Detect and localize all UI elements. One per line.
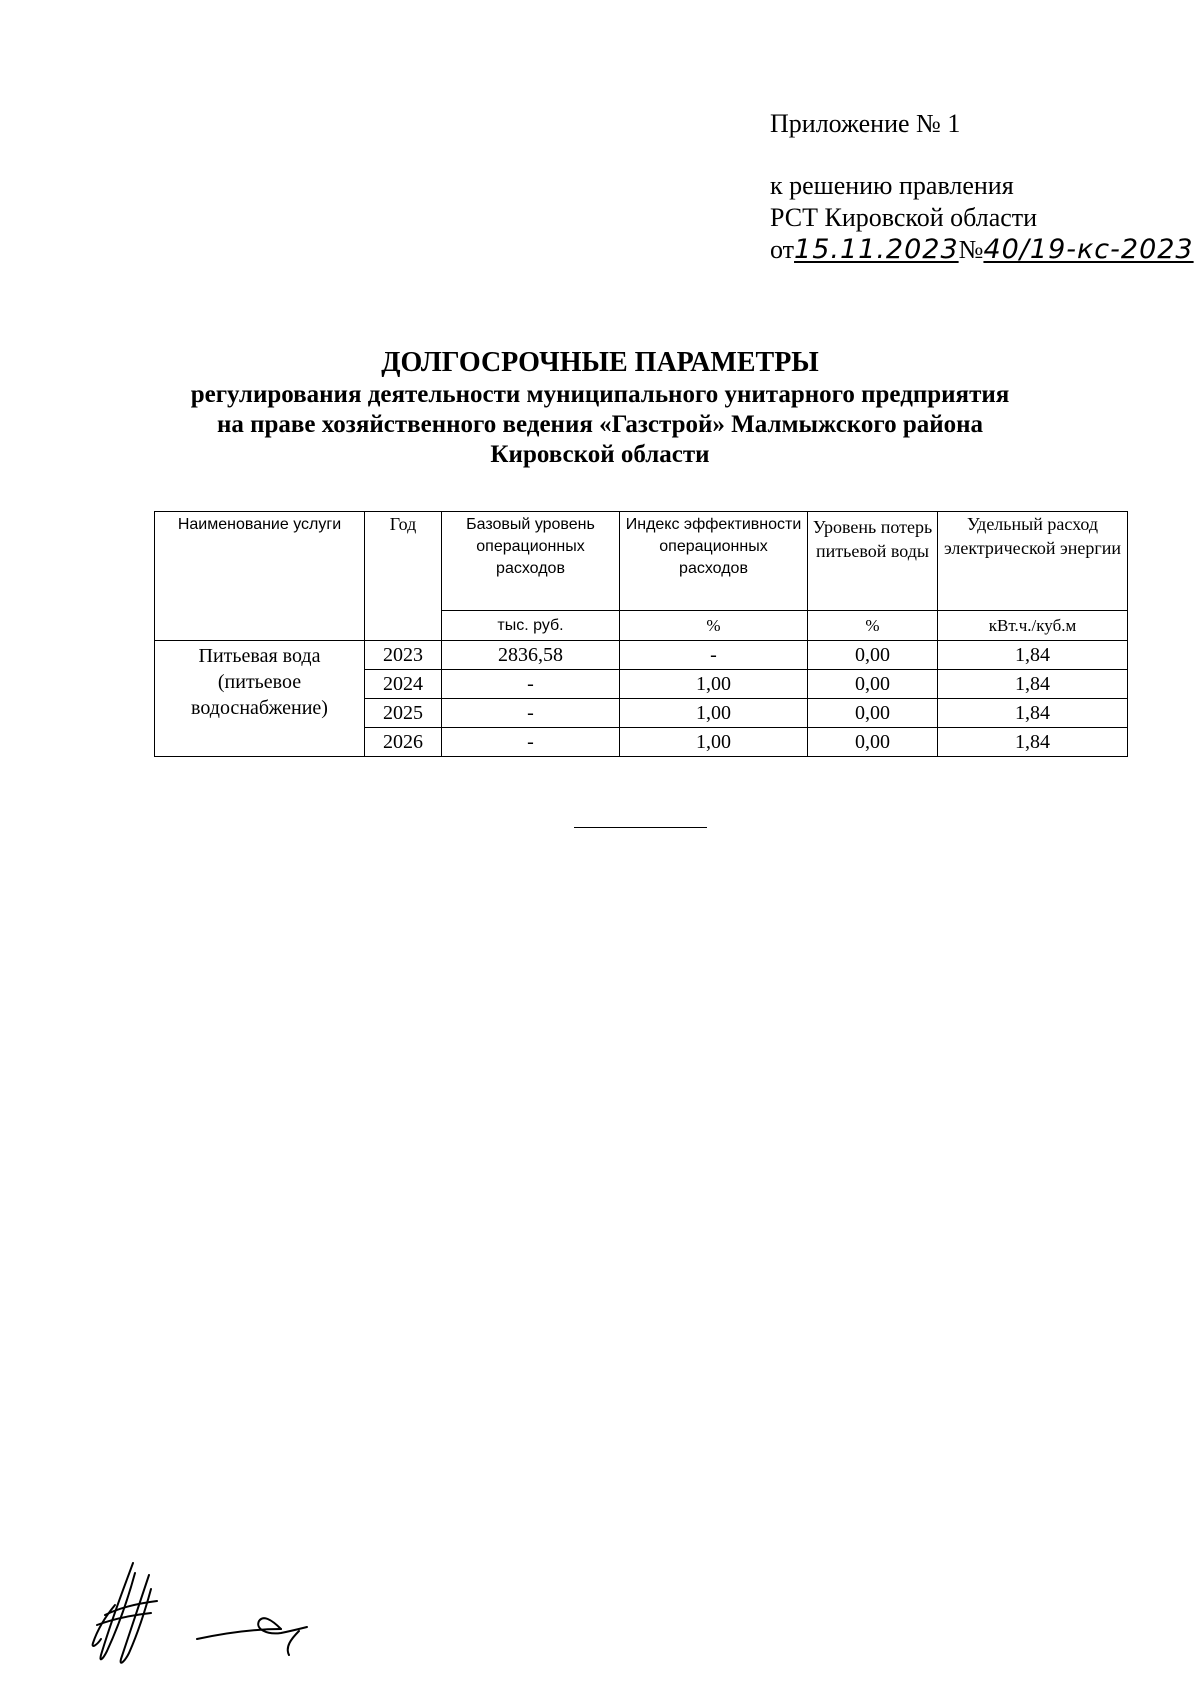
unit-loss-level: % <box>808 611 938 641</box>
table-row <box>155 641 1128 670</box>
cell-efficiency-index: 1,00 <box>620 699 808 728</box>
header-row <box>155 512 1128 611</box>
cell-loss-level: 0,00 <box>808 641 938 670</box>
header-service: Наименование услуги <box>155 512 365 641</box>
appendix-block <box>770 108 1194 266</box>
service-name-cell: Питьевая вода (питьевое водоснабжение) <box>155 641 365 757</box>
cell-year: 2026 <box>365 728 442 757</box>
header-loss-level: Уровень потерь питьевой воды <box>808 512 938 611</box>
cell-loss-level: 0,00 <box>808 670 938 699</box>
cell-energy: 1,84 <box>938 728 1128 757</box>
header-energy: Удельный расход электрической энергии <box>938 512 1128 611</box>
cell-base-level: 2836,58 <box>442 641 620 670</box>
parameters-table <box>154 511 1128 757</box>
cell-efficiency-index: 1,00 <box>620 728 808 757</box>
header-efficiency-index: Индекс эффективности операционных расходов <box>620 512 808 611</box>
title-line-1: регулирования деятельности муниципального унитарного предприятия <box>190 381 1010 408</box>
cell-base-level: - <box>442 699 620 728</box>
document-title <box>150 346 1050 470</box>
handwritten-number: 40/19-кс-2023 <box>983 234 1194 265</box>
title-line-2: на праве хозяйственного ведения «Газстрой» Малмыжского района <box>216 411 984 438</box>
cell-energy: 1,84 <box>938 670 1128 699</box>
title-line-3: Кировской области <box>490 441 710 468</box>
cell-year: 2023 <box>365 641 442 670</box>
cell-loss-level: 0,00 <box>808 699 938 728</box>
header-year: Год <box>365 512 442 641</box>
cell-year: 2025 <box>365 699 442 728</box>
cell-efficiency-index: 1,00 <box>620 670 808 699</box>
cell-loss-level: 0,00 <box>808 728 938 757</box>
header-base-level: Базовый уровень операционных расходов <box>442 512 620 611</box>
date-number-line <box>770 234 1194 266</box>
handwritten-date: 15.11.2023 <box>794 234 959 265</box>
unit-energy: кВт.ч./куб.м <box>938 611 1128 641</box>
title-main: ДОЛГОСРОЧНЫЕ ПАРАМЕТРЫ <box>381 347 819 378</box>
unit-base-level: тыс. руб. <box>442 611 620 641</box>
signature-icon <box>85 1555 345 1675</box>
cell-year: 2024 <box>365 670 442 699</box>
closing-divider <box>574 827 707 828</box>
cell-efficiency-index: - <box>620 641 808 670</box>
cell-base-level: - <box>442 670 620 699</box>
date-prefix: от <box>770 235 795 264</box>
cell-base-level: - <box>442 728 620 757</box>
unit-efficiency-index: % <box>620 611 808 641</box>
appendix-label: Приложение № 1 <box>770 109 961 138</box>
cell-energy: 1,84 <box>938 699 1128 728</box>
cell-energy: 1,84 <box>938 641 1128 670</box>
decision-line: к решению правления <box>770 171 1014 200</box>
authority-line: РСТ Кировской области <box>770 203 1038 232</box>
number-prefix: № <box>958 235 984 264</box>
